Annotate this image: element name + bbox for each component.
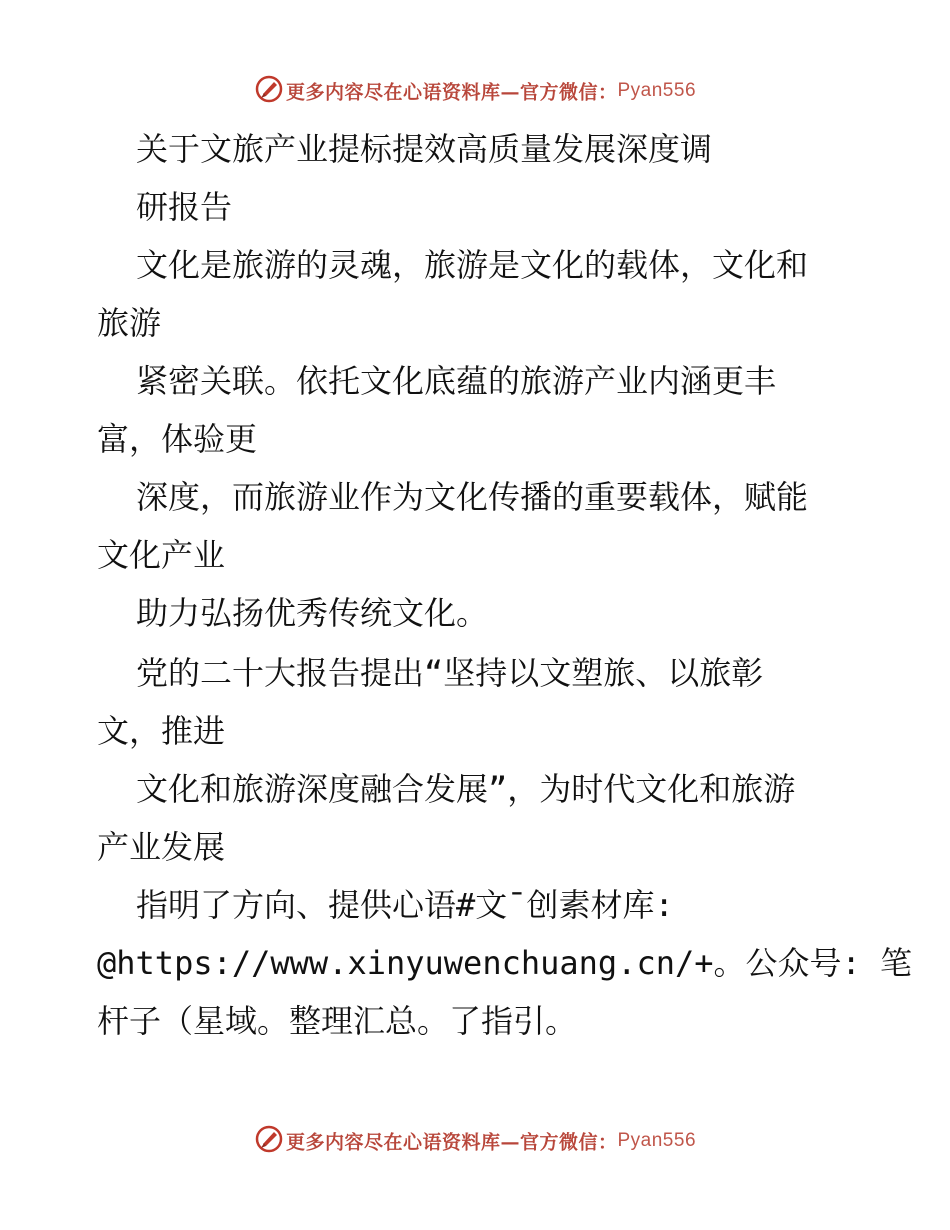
brush-seal-icon	[254, 74, 284, 104]
text-line: 指明了方向、提供心语#文¯创素材库:	[136, 886, 674, 924]
title-line-1: 关于文旅产业提标提效高质量发展深度调	[136, 130, 713, 168]
text-line: 旅游	[97, 304, 162, 342]
text-line: 党的二十大报告提出“坚持以文塑旅、以旅彰	[136, 654, 764, 692]
text-line: 紧密关联。依托文化底蕴的旅游产业内涵更丰	[136, 362, 777, 400]
watermark-account: Pyan556	[617, 1130, 697, 1151]
text-line: 富，体验更	[97, 420, 258, 458]
text-line: 文化是旅游的灵魂，旅游是文化的载体，文化和	[136, 246, 809, 284]
header-watermark	[0, 76, 950, 106]
text-line: 杆子（星域。整理汇总。了指引。	[97, 1002, 578, 1040]
watermark-text: 更多内容尽在心语资料库—官方微信：	[285, 81, 618, 104]
watermark-text: 更多内容尽在心语资料库—官方微信：	[285, 1131, 618, 1154]
title-line-2: 研报告	[136, 188, 233, 226]
brush-seal-icon	[254, 1124, 284, 1154]
text-line: 文化和旅游深度融合发展”，为时代文化和旅游	[136, 770, 796, 808]
text-line: 文化产业	[97, 536, 226, 574]
text-line: 助力弘扬优秀传统文化。	[136, 594, 489, 632]
text-line: 深度，而旅游业作为文化传播的重要载体，赋能	[136, 478, 809, 516]
watermark-account: Pyan556	[617, 80, 697, 101]
text-line: 产业发展	[97, 828, 226, 866]
text-line: 文，推进	[97, 712, 226, 750]
footer-watermark	[0, 1126, 950, 1156]
text-line: @https://www.xinyuwenchuang.cn/+。公众号: 笔	[97, 944, 913, 982]
